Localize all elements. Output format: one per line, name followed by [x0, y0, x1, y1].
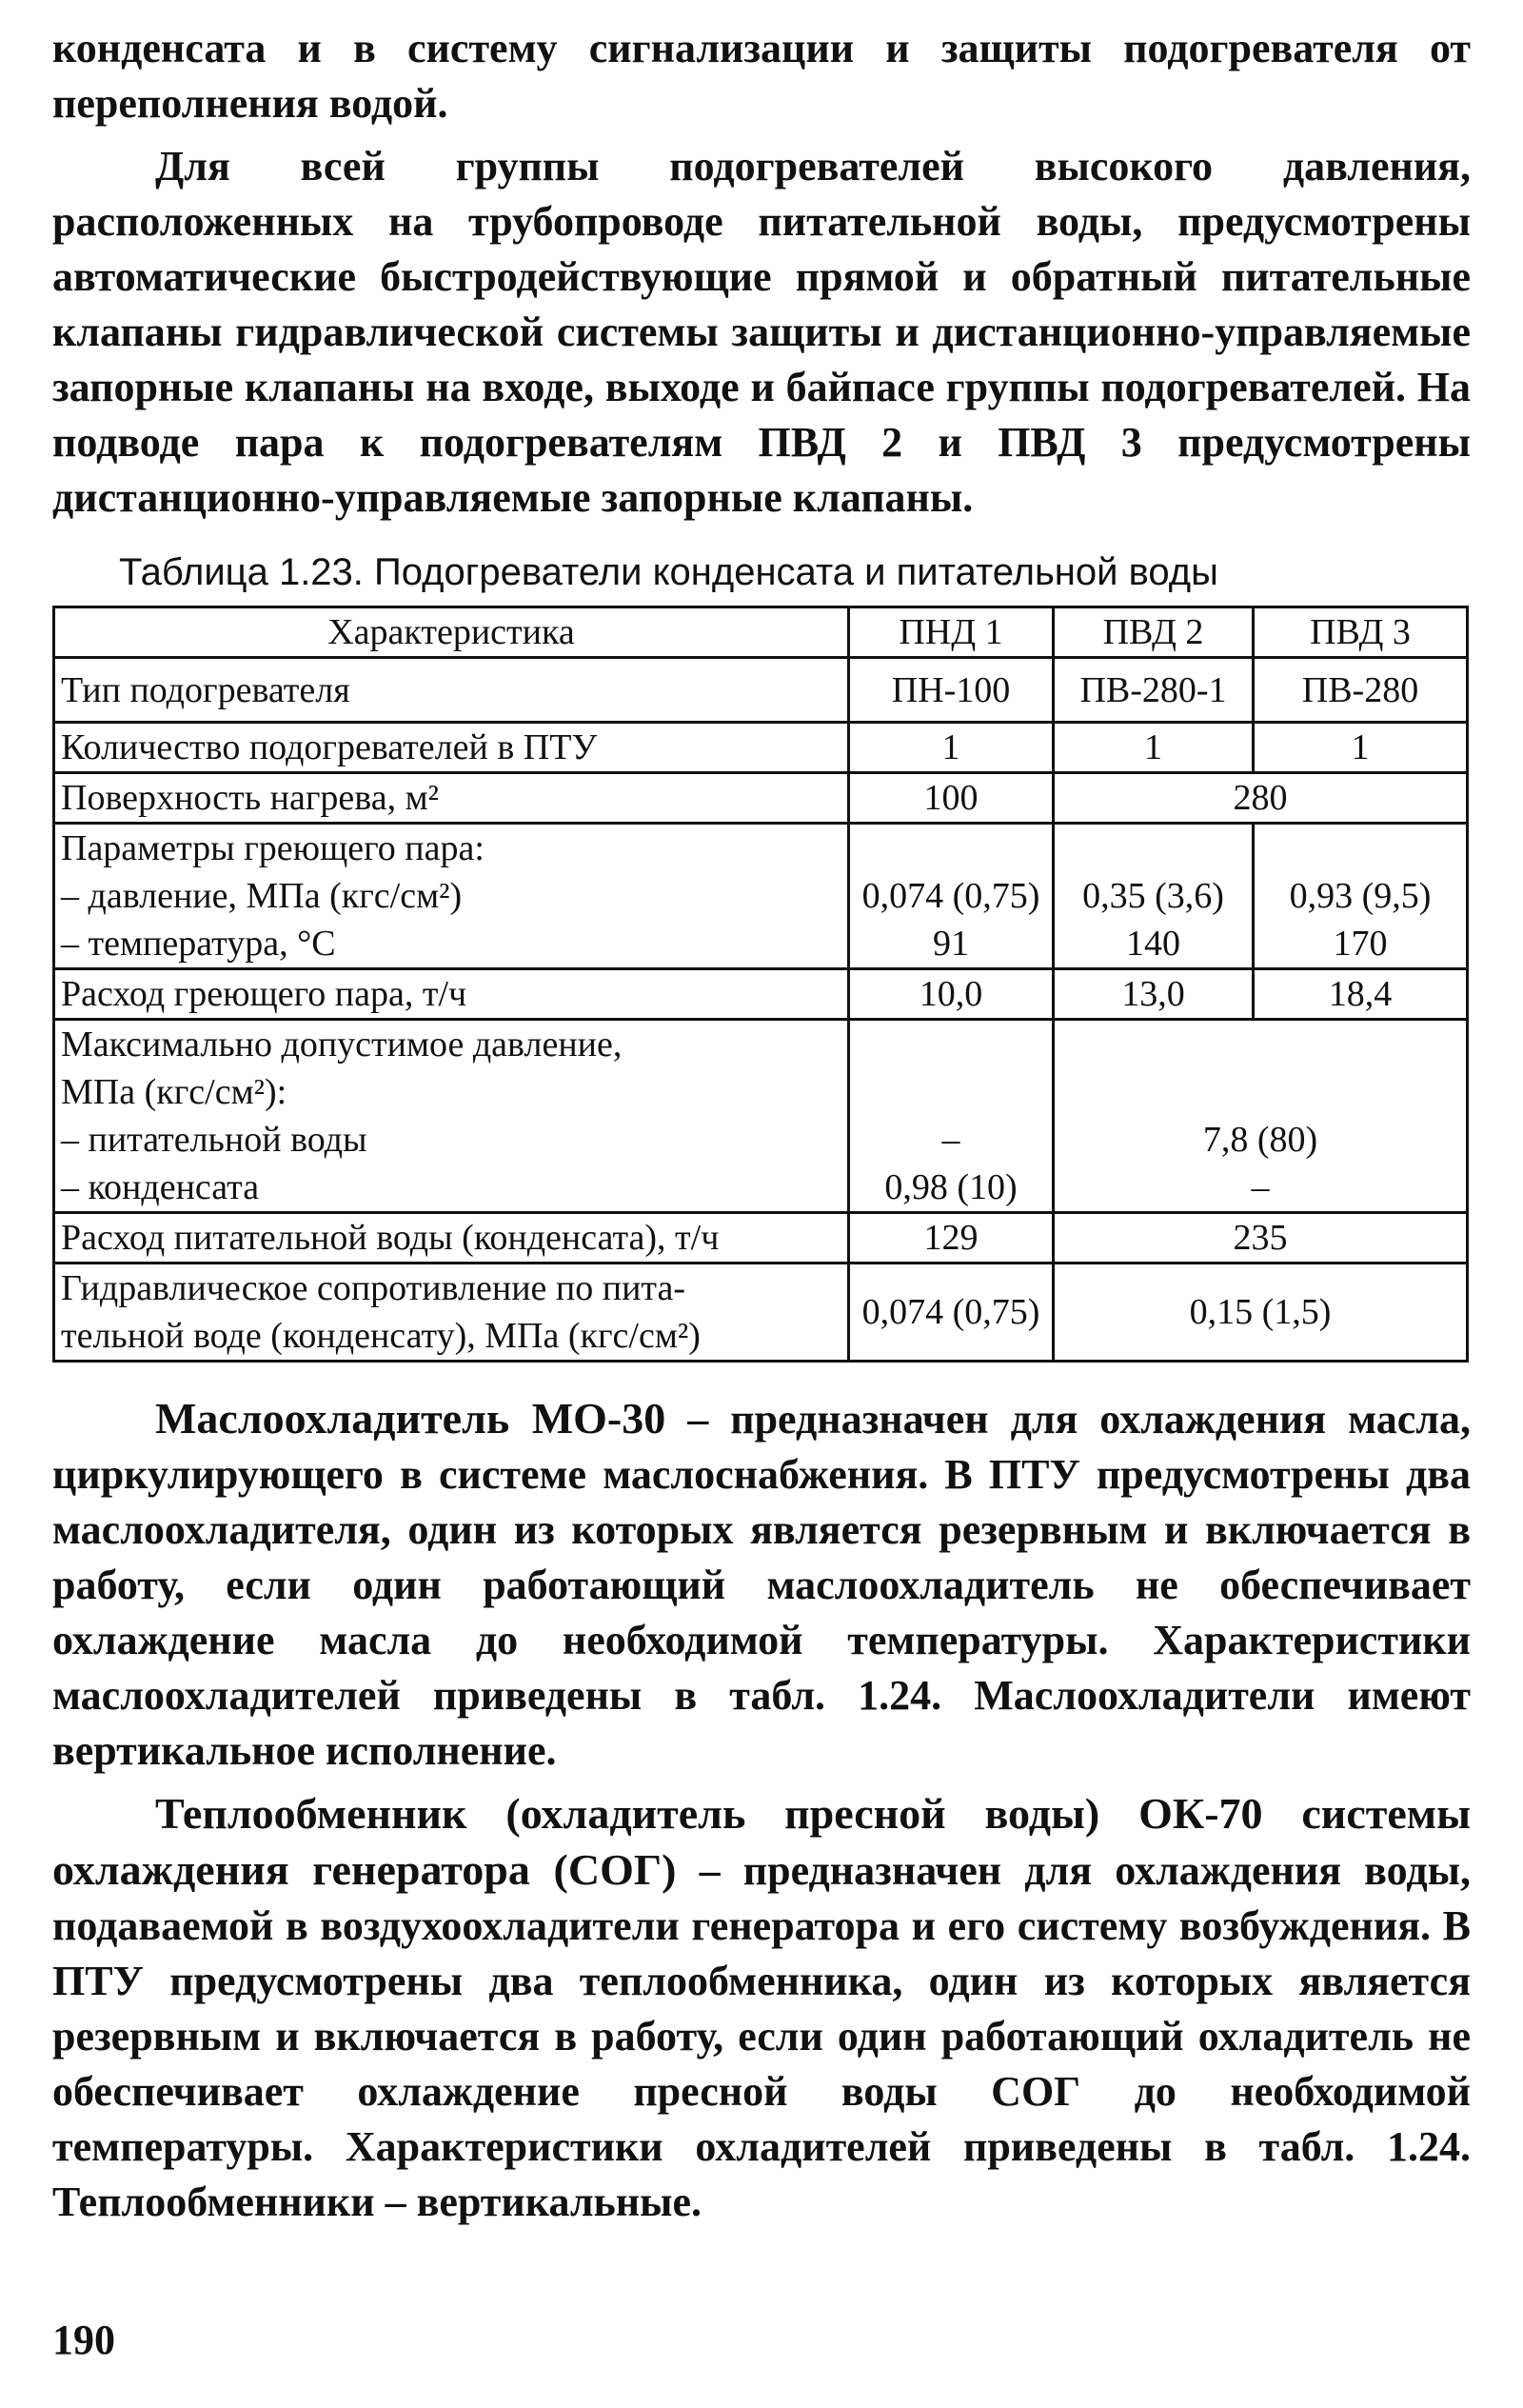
cell: 1 [1254, 723, 1468, 773]
paragraph-1: конденсата и в систему сигнализации и защиты подогревателя от переполнения водой. [52, 25, 1471, 127]
steam-pressure-label: – давление, МПа (кгс/см²) [61, 876, 463, 916]
table-caption: Таблица 1.23. Подогреватели конденсата и питательной воды [119, 551, 1218, 593]
cell-value: 140 [1126, 924, 1180, 964]
header-pvd2: ПВД 2 [1054, 607, 1254, 658]
maxp-label-2: МПа (кгс/см²): [61, 1072, 287, 1112]
table-row [54, 969, 1468, 1020]
paragraph-4-text: – предназначен для охлаждения воды, подаваемой в воздухоохладители генератора и его систему возбуждения. В ПТУ предусмотрены два теплообменника, один из которых является резервным и включается в работу, если один работающий охладитель не обеспечивает охлаждение пресной воды СОГ до необходимой температуры. Характеристики охладителей приведены в табл. 1.24. Теплообменники – вертикальные. [52, 1847, 1471, 2225]
header-characteristic: Характеристика [54, 607, 849, 658]
cell: 0,15 (1,5) [1054, 1264, 1468, 1362]
heaters-table [52, 606, 1469, 1363]
steam-params-label: Параметры греющего пара: [61, 828, 485, 868]
header-pvd3: ПВД 3 [1254, 607, 1468, 658]
maxp-cond-label: – конденсата [61, 1167, 260, 1207]
table-row [54, 1020, 1468, 1213]
cell: 129 [849, 1213, 1054, 1264]
cell-value: 0,074 (0,75) [861, 876, 1040, 916]
cell: 1 [1054, 723, 1254, 773]
cell [849, 824, 1054, 969]
table-row [54, 658, 1468, 723]
maxp-feed-label: – питательной воды [61, 1120, 367, 1160]
row-label: Количество подогревателей в ПТУ [54, 723, 849, 773]
page [52, 21, 1471, 2230]
cell: ПВ-280 [1254, 658, 1468, 723]
cell [1254, 824, 1468, 969]
page-number: 190 [52, 2317, 115, 2363]
resist-label-2: тельной воде (конденсату), МПа (кгс/см²) [61, 1316, 701, 1356]
cell [849, 1020, 1054, 1213]
cell-value: 7,8 (80) [1202, 1120, 1318, 1160]
row-label: Тип подогревателя [54, 658, 849, 723]
row-label: Поверхность нагрева, м² [54, 773, 849, 824]
paragraph-4-term: Теплообменник (охладитель пресной воды) ОК-70 системы охлаждения генератора (СОГ) [52, 1789, 1471, 1894]
cell-value: 91 [933, 924, 969, 964]
cell [1054, 824, 1254, 969]
table-row [54, 1213, 1468, 1264]
row-label [54, 1264, 849, 1362]
resist-label-1: Гидравлическое сопротивление по пита- [61, 1268, 686, 1308]
cell-value: 0,93 (9,5) [1289, 876, 1432, 916]
cell-value: – [1251, 1167, 1270, 1207]
cell: ПН-100 [849, 658, 1054, 723]
paragraph-3-text: – предназначен для охлаждения масла, циркулирующего в системе маслоснабжения. В ПТУ предусмотрены два маслоохладителя, один из которых является резервным и включается в работу, если один работающий маслоохладитель не обеспечивает охлаждение масла до необходимой температуры. Характеристики маслоохладителей приведены в табл. 1.24. Маслоохладители имеют вертикальное исполнение. [52, 1396, 1471, 1774]
cell-value: 170 [1333, 924, 1388, 964]
table-row [54, 1264, 1468, 1362]
steam-temp-label: – температура, °С [61, 924, 336, 964]
cell-value: 0,98 (10) [884, 1167, 1018, 1207]
maxp-label-1: Максимально допустимое давление, [61, 1025, 623, 1065]
row-label: Расход греющего пара, т/ч [54, 969, 849, 1020]
row-label [54, 1020, 849, 1213]
table-row [54, 723, 1468, 773]
cell: 10,0 [849, 969, 1054, 1020]
cell: 235 [1054, 1213, 1468, 1264]
cell: ПВ-280-1 [1054, 658, 1254, 723]
cell: 1 [849, 723, 1054, 773]
table-row [54, 824, 1468, 969]
cell: 0,074 (0,75) [849, 1264, 1054, 1362]
cell: 13,0 [1054, 969, 1254, 1020]
paragraph-3 [52, 1391, 1471, 1779]
cell-value: 0,35 (3,6) [1082, 876, 1224, 916]
cell: 18,4 [1254, 969, 1468, 1020]
cell-value: – [941, 1120, 960, 1160]
paragraph-4 [52, 1786, 1471, 2230]
header-pnd1: ПНД 1 [849, 607, 1054, 658]
row-label [54, 824, 849, 969]
row-label: Расход питательной воды (конденсата), т/ч [54, 1213, 849, 1264]
table-row [54, 773, 1468, 824]
paragraph-3-term: Маслоохладитель МО-30 [155, 1394, 666, 1443]
cell: 280 [1054, 773, 1468, 824]
paragraph-2: Для всей группы подогревателей высокого давления, расположенных на трубопроводе питательной воды, предусмотрены автоматические быстродействующие прямой и обратный питательные клапаны гидравлической системы защиты и дистанционно-управляемые запорные клапаны на входе, выходе и байпасе группы подогревателей. На подводе пара к подогревателям ПВД 2 и ПВД 3 предусмотрены дистанционно-управляемые запорные клапаны. [52, 143, 1471, 521]
cell [1054, 1020, 1468, 1213]
table-header-row [54, 607, 1468, 658]
cell: 100 [849, 773, 1054, 824]
